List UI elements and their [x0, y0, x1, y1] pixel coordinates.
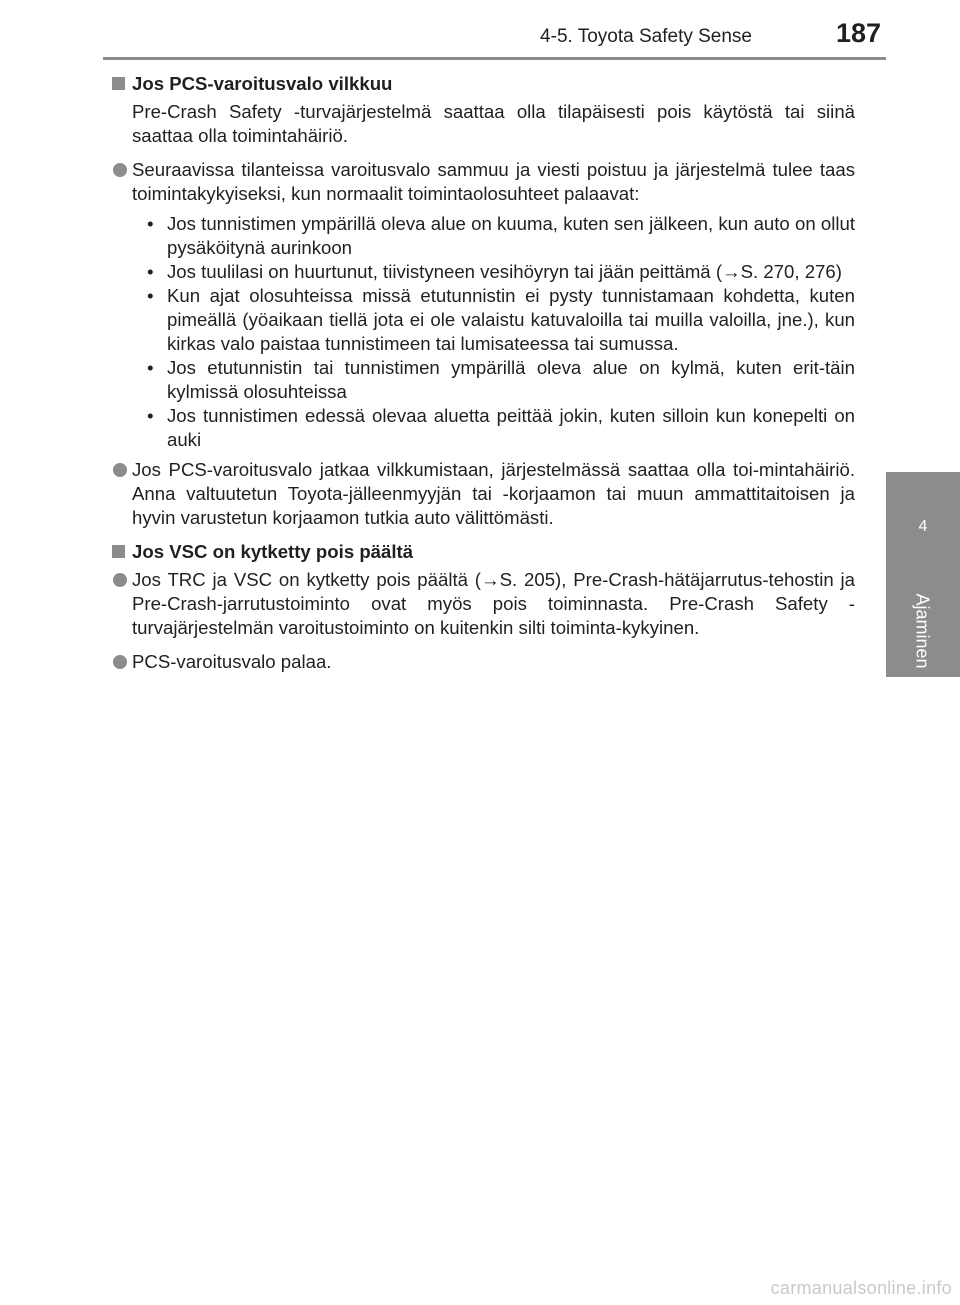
page-header: [0, 0, 960, 70]
chapter-label: Ajaminen: [912, 593, 933, 669]
list-item: [110, 260, 855, 284]
paragraph-intro: Pre-Crash Safety -turvajärjestelmä saattaa olla tilapäisesti pois käytöstä tai siinä saattaa olla toimintahäiriö.: [132, 101, 855, 146]
page-number: 187: [836, 18, 882, 48]
circle-bullet-icon: [113, 163, 127, 177]
circle-bullet-icon: [113, 463, 127, 477]
list-item: [110, 212, 855, 260]
square-bullet-icon: [112, 77, 125, 90]
list-item-text: Jos tunnistimen ympärillä oleva alue on kuuma, kuten sen jälkeen, kun auto on ollut pysäköitynä aurinkoon: [167, 213, 855, 258]
header-divider: [103, 57, 886, 60]
list-item: [110, 404, 855, 452]
chapter-number: 4: [918, 518, 928, 535]
bullet-text: Jos TRC ja VSC on kytketty pois päältä (→S. 205), Pre-Crash-hätäjarrutus-tehostin ja Pre-Crash-jarrutustoiminto ovat myös pois toiminnasta. Pre-Crash Safety -turvajärjestelmän varoitustoiminto on kuitenkin silti toiminta-kykyinen.: [132, 569, 855, 638]
circle-bullet-icon: [113, 573, 127, 587]
list-marker: •: [147, 261, 154, 282]
list-marker: •: [147, 357, 154, 378]
list-marker: •: [147, 405, 154, 426]
bullet-text: Jos PCS-varoitusvalo jatkaa vilkkumistaan, järjestelmässä saattaa olla toi-mintahäiriö. Anna valtuutetun Toyota-jälleenmyyjän tai -korjaamon tai muun ammattitaitoisen ja hyvin varustetun korjaamon tutkia auto välittömästi.: [132, 459, 855, 528]
bullet-item: [110, 458, 855, 530]
bullet-item: [110, 568, 855, 640]
list-item-text: Jos tunnistimen edessä olevaa aluetta peittää jokin, kuten silloin kun konepelti on auki: [167, 405, 855, 450]
section-heading-vsc: [110, 540, 855, 564]
square-bullet-icon: [112, 545, 125, 558]
list-item: [110, 356, 855, 404]
section-heading-text: Jos PCS-varoitusvalo vilkkuu: [132, 73, 393, 94]
section-title: 4-5. Toyota Safety Sense: [540, 26, 752, 47]
section-heading-pcs: [110, 72, 855, 96]
list-item: [110, 284, 855, 356]
section-heading-text: Jos VSC on kytketty pois päältä: [132, 541, 414, 562]
bullet-item: [110, 158, 855, 206]
list-marker: •: [147, 285, 154, 306]
bullet-text: Seuraavissa tilanteissa varoitusvalo sammuu ja viesti poistuu ja järjestelmä tulee taas toimintakykyiseksi, kun normaalit toimintaolosuhteet palaavat:: [132, 159, 855, 204]
page-content: [110, 72, 855, 680]
list-marker: •: [147, 213, 154, 234]
bullet-text: PCS-varoitusvalo palaa.: [132, 651, 332, 672]
chapter-label-wrap: [902, 576, 942, 686]
watermark: carmanualsonline.info: [770, 1278, 952, 1298]
circle-bullet-icon: [113, 655, 127, 669]
list-item-text: Kun ajat olosuhteissa missä etutunnistin ei pysty tunnistamaan kohdetta, kuten pimeällä (yöaikaan tiellä jota ei ole valaistu katuvaloilla tai muilla valoilla, jne.), kun kirkas valo paistaa tunnistimeen tai lumisateessa tai sumussa.: [167, 285, 855, 354]
bullet-item: [110, 650, 855, 674]
condition-list: [110, 212, 855, 452]
list-item-text: Jos etutunnistin tai tunnistimen ympärillä oleva alue on kylmä, kuten erit-täin kylmissä olosuhteissa: [167, 357, 855, 402]
list-item-text: Jos tuulilasi on huurtunut, tiivistyneen vesihöyryn tai jään peittämä (→S. 270, 276): [167, 261, 842, 282]
